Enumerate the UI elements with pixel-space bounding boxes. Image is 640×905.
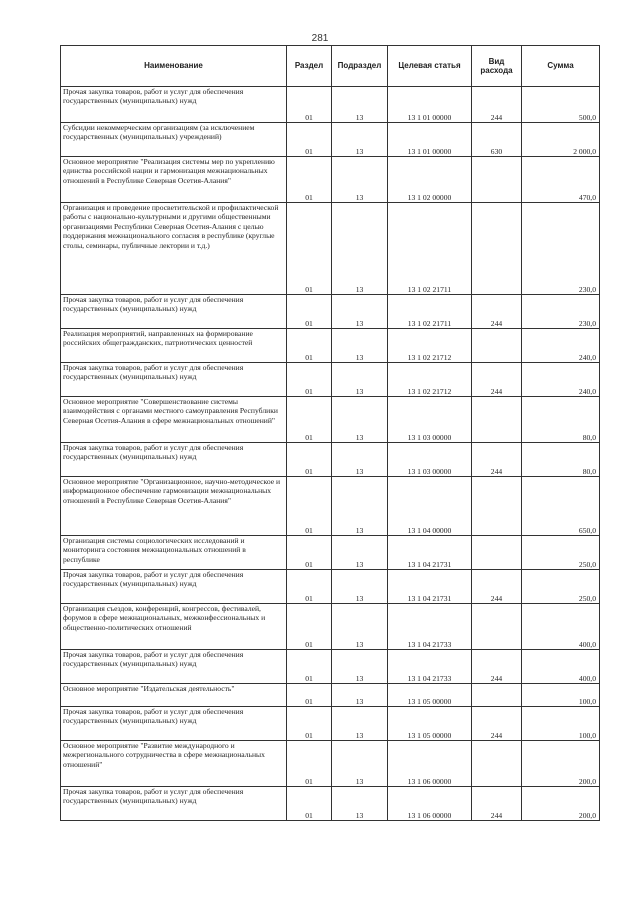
row-vid: 244 [472, 787, 522, 821]
row-razdel: 01 [287, 787, 332, 821]
row-name [61, 741, 287, 787]
table-row [61, 741, 600, 787]
row-target: 13 1 03 00000 [388, 397, 472, 443]
row-name [61, 787, 287, 821]
row-target: 13 1 06 00000 [388, 787, 472, 821]
row-sum: 240,0 [522, 329, 600, 363]
row-razdel: 01 [287, 157, 332, 203]
row-vid: 244 [472, 443, 522, 477]
row-razdel: 01 [287, 604, 332, 650]
row-podrazdel: 13 [332, 477, 388, 536]
row-name [61, 536, 287, 570]
row-podrazdel: 13 [332, 707, 388, 741]
header-podrazdel: Подраздел [332, 46, 388, 87]
row-target: 13 1 01 00000 [388, 87, 472, 123]
row-name-text: Основное мероприятие "Издательская деятельность" [63, 684, 235, 693]
row-razdel: 01 [287, 443, 332, 477]
row-vid [472, 741, 522, 787]
row-name-text: Прочая закупка товаров, работ и услуг для обеспечения государственных (муниципальных) нужд [63, 87, 244, 106]
row-sum: 250,0 [522, 570, 600, 604]
row-name [61, 123, 287, 157]
row-razdel: 01 [287, 123, 332, 157]
page-number: 281 [311, 33, 329, 44]
row-podrazdel: 13 [332, 329, 388, 363]
row-name-text: Основное мероприятие "Развитие международного и межрегионального сотрудничества в сфере межнациональных отношений" [63, 741, 265, 769]
row-name-text: Прочая закупка товаров, работ и услуг для обеспечения государственных (муниципальных) нужд [63, 650, 244, 669]
row-sum: 650,0 [522, 477, 600, 536]
row-vid: 244 [472, 650, 522, 684]
table-row [61, 443, 600, 477]
row-name [61, 295, 287, 329]
row-name [61, 684, 287, 707]
row-podrazdel: 13 [332, 123, 388, 157]
header-target: Целевая статья [388, 46, 472, 87]
table-row [61, 787, 600, 821]
header-sum: Сумма [522, 46, 600, 87]
row-sum: 400,0 [522, 650, 600, 684]
row-name-text: Реализация мероприятий, направленных на формирование российских общегражданских, патриотических ценностей [63, 329, 253, 348]
header-razdel: Раздел [287, 46, 332, 87]
row-name-text: Прочая закупка товаров, работ и услуг для обеспечения государственных (муниципальных) нужд [63, 787, 244, 806]
table-row [61, 604, 600, 650]
row-sum: 100,0 [522, 707, 600, 741]
row-name-text: Прочая закупка товаров, работ и услуг для обеспечения государственных (муниципальных) нужд [63, 707, 244, 726]
row-podrazdel: 13 [332, 684, 388, 707]
row-sum: 100,0 [522, 684, 600, 707]
row-target: 13 1 04 00000 [388, 477, 472, 536]
row-target: 13 1 06 00000 [388, 741, 472, 787]
row-vid [472, 536, 522, 570]
table-row [61, 536, 600, 570]
row-name-text: Основное мероприятие "Совершенствование системы взаимодействия с органами местного самоуправления Республики Северная Осетия-Алания в сфере межнациональных отношений" [63, 397, 278, 425]
row-vid [472, 477, 522, 536]
row-name-text: Организация и проведение просветительской и профилактической работы с национально-культурными и другими общественными организациями Республики Северная Осетия-Алания с целью поддержания межнационального согласия в республике (круглые столы, семинары, публичные лектории и т.д.) [63, 203, 279, 250]
row-razdel: 01 [287, 650, 332, 684]
table-body [61, 87, 600, 821]
row-vid: 630 [472, 123, 522, 157]
table-row [61, 157, 600, 203]
row-sum: 240,0 [522, 363, 600, 397]
row-name [61, 203, 287, 295]
row-target: 13 1 02 21711 [388, 203, 472, 295]
row-target: 13 1 02 21712 [388, 363, 472, 397]
row-name [61, 87, 287, 123]
row-vid: 244 [472, 87, 522, 123]
row-razdel: 01 [287, 329, 332, 363]
row-target: 13 1 04 21731 [388, 536, 472, 570]
row-sum: 400,0 [522, 604, 600, 650]
row-sum: 230,0 [522, 203, 600, 295]
row-razdel: 01 [287, 684, 332, 707]
row-name [61, 397, 287, 443]
table-row [61, 363, 600, 397]
row-sum: 200,0 [522, 741, 600, 787]
row-razdel: 01 [287, 203, 332, 295]
row-podrazdel: 13 [332, 443, 388, 477]
row-razdel: 01 [287, 397, 332, 443]
row-target: 13 1 01 00000 [388, 123, 472, 157]
row-name [61, 157, 287, 203]
row-vid [472, 604, 522, 650]
row-vid: 244 [472, 570, 522, 604]
table-row [61, 123, 600, 157]
row-name-text: Прочая закупка товаров, работ и услуг для обеспечения государственных (муниципальных) нужд [63, 570, 244, 589]
row-target: 13 1 05 00000 [388, 707, 472, 741]
row-name-text: Прочая закупка товаров, работ и услуг для обеспечения государственных (муниципальных) нужд [63, 443, 244, 462]
row-sum: 80,0 [522, 443, 600, 477]
row-razdel: 01 [287, 741, 332, 787]
row-name [61, 707, 287, 741]
row-sum: 200,0 [522, 787, 600, 821]
table-row [61, 477, 600, 536]
row-vid [472, 329, 522, 363]
row-vid: 244 [472, 363, 522, 397]
row-sum: 80,0 [522, 397, 600, 443]
row-podrazdel: 13 [332, 536, 388, 570]
row-vid: 244 [472, 295, 522, 329]
row-vid: 244 [472, 707, 522, 741]
row-target: 13 1 03 00000 [388, 443, 472, 477]
row-name-text: Прочая закупка товаров, работ и услуг для обеспечения государственных (муниципальных) нужд [63, 363, 244, 382]
row-name-text: Прочая закупка товаров, работ и услуг для обеспечения государственных (муниципальных) нужд [63, 295, 244, 314]
row-sum: 2 000,0 [522, 123, 600, 157]
row-podrazdel: 13 [332, 397, 388, 443]
table-row [61, 650, 600, 684]
row-name [61, 329, 287, 363]
table-row [61, 87, 600, 123]
row-target: 13 1 04 21733 [388, 604, 472, 650]
row-sum: 470,0 [522, 157, 600, 203]
row-razdel: 01 [287, 295, 332, 329]
row-name [61, 570, 287, 604]
row-razdel: 01 [287, 477, 332, 536]
row-name [61, 477, 287, 536]
row-razdel: 01 [287, 570, 332, 604]
row-podrazdel: 13 [332, 650, 388, 684]
table-row [61, 203, 600, 295]
row-podrazdel: 13 [332, 604, 388, 650]
row-podrazdel: 13 [332, 363, 388, 397]
row-podrazdel: 13 [332, 87, 388, 123]
row-target: 13 1 02 21712 [388, 329, 472, 363]
row-target: 13 1 02 21711 [388, 295, 472, 329]
row-podrazdel: 13 [332, 741, 388, 787]
row-name [61, 650, 287, 684]
row-razdel: 01 [287, 707, 332, 741]
row-name-text: Основное мероприятие "Организационное, научно-методическое и информационное обеспечение гармонизации межнациональных отношений в Республике Северная Осетия-Алания" [63, 477, 281, 505]
row-vid [472, 397, 522, 443]
row-name-text: Основное мероприятие "Реализация системы мер по укреплению единства российской нации и гармонизация межнациональных отношений в Республике Северная Осетия-Алания" [63, 157, 275, 185]
row-target: 13 1 05 00000 [388, 684, 472, 707]
budget-table [60, 45, 600, 821]
table-row [61, 707, 600, 741]
row-name [61, 363, 287, 397]
row-vid [472, 684, 522, 707]
row-target: 13 1 02 00000 [388, 157, 472, 203]
row-podrazdel: 13 [332, 570, 388, 604]
row-podrazdel: 13 [332, 203, 388, 295]
header-vid: Вид расхода [472, 46, 522, 87]
row-podrazdel: 13 [332, 787, 388, 821]
row-razdel: 01 [287, 536, 332, 570]
table-row [61, 397, 600, 443]
table-row [61, 295, 600, 329]
table-header-row [61, 46, 600, 87]
row-razdel: 01 [287, 363, 332, 397]
header-name: Наименование [61, 46, 287, 87]
row-sum: 250,0 [522, 536, 600, 570]
row-vid [472, 203, 522, 295]
row-name-text: Организация системы социологических исследований и мониторинга состояния межнациональных отношений в республике [63, 536, 246, 564]
table-row [61, 570, 600, 604]
row-vid [472, 157, 522, 203]
row-target: 13 1 04 21733 [388, 650, 472, 684]
row-name-text: Организация съездов, конференций, конгрессов, фестивалей, форумов в сфере межнациональных, межконфессиональных и общественно-политических отношений [63, 604, 266, 632]
row-sum: 230,0 [522, 295, 600, 329]
table-row [61, 329, 600, 363]
row-target: 13 1 04 21731 [388, 570, 472, 604]
row-name [61, 604, 287, 650]
row-razdel: 01 [287, 87, 332, 123]
table-row [61, 684, 600, 707]
row-podrazdel: 13 [332, 295, 388, 329]
row-sum: 500,0 [522, 87, 600, 123]
row-name [61, 443, 287, 477]
row-name-text: Субсидии некоммерческим организациям (за исключением государственных (муниципальных) учреждений) [63, 123, 255, 142]
row-podrazdel: 13 [332, 157, 388, 203]
